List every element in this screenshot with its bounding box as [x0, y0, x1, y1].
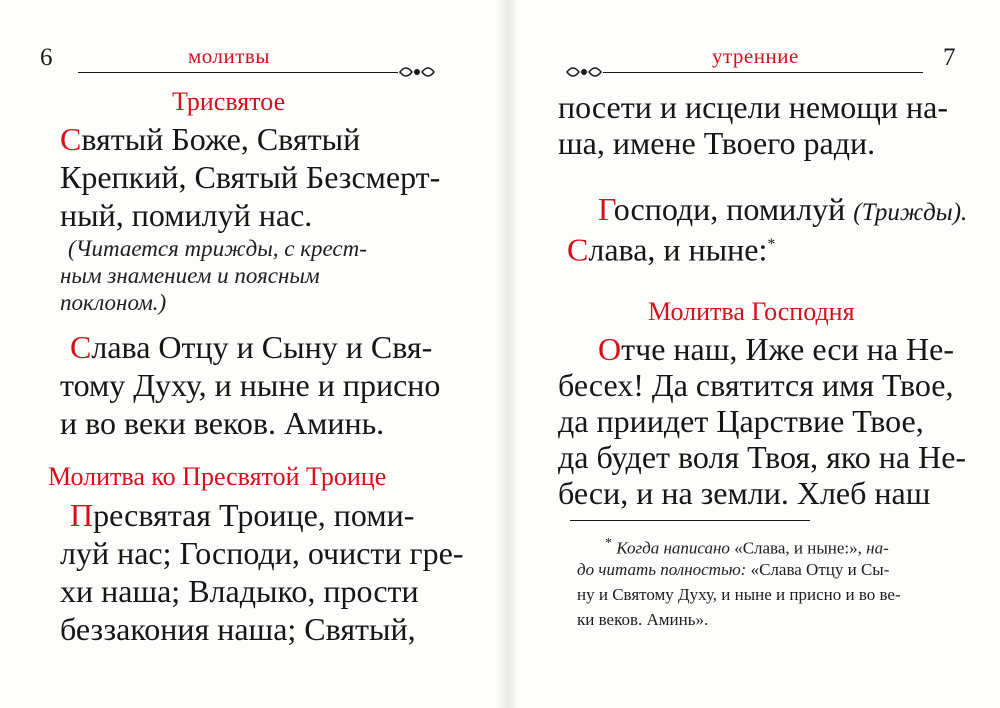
text-line: да будет воля Твоя, яко на Не-: [558, 439, 967, 475]
footnote-line: ки веков. Аминь».: [577, 610, 709, 629]
right-page: [515, 0, 1000, 708]
red-initial: С: [60, 121, 82, 157]
rubric-line: поклоном.): [60, 290, 167, 315]
red-initial: С: [567, 231, 589, 268]
text-line: Слава, и ныне:*: [567, 231, 776, 268]
section-heading-trinity: Молитва ко Пресвятой Троице: [48, 462, 387, 491]
text-line: Отче наш, Иже еси на Не-: [598, 331, 954, 367]
running-header: молитвы: [188, 44, 270, 68]
red-initial: О: [598, 331, 622, 367]
section-heading-lords-prayer: Молитва Господня: [648, 297, 855, 326]
section-heading-trisagion: Трисвятое: [172, 87, 286, 116]
text-line: беси, и на земли. Хлеб наш: [558, 475, 931, 511]
text-line: Слава Отцу и Сыну и Свя-: [70, 329, 433, 365]
text-line: Крепкий, Святый Безсмерт-: [60, 159, 441, 195]
footnote-mark: *: [767, 236, 776, 253]
text-line: да приидет Царствие Твое,: [558, 403, 924, 439]
text-line: тому Духу, и ныне и присно: [60, 367, 441, 403]
text-line: Пресвятая Троице, поми-: [70, 497, 415, 533]
ornament-icon: [565, 63, 603, 81]
red-initial: П: [70, 497, 94, 533]
text-line: и во веки веков. Аминь.: [60, 405, 385, 441]
red-initial: С: [70, 329, 92, 365]
header-rule: [603, 72, 923, 73]
text-line: луй нас; Господи, очисти гре-: [60, 535, 464, 571]
rubric-inline: (Трижды).: [853, 199, 968, 226]
ornament-icon: [398, 63, 436, 81]
header-rule: [78, 72, 398, 73]
text-line: посети и исцели немощи на-: [558, 89, 949, 125]
footnote-line: до читать полностью: «Слава Отцу и Сы-: [577, 560, 890, 579]
running-header: утренние: [712, 44, 799, 68]
text-line: Святый Боже, Святый: [60, 121, 361, 157]
text-line: ный, помилуй нас.: [60, 197, 313, 233]
footnote-line: ну и Святому Духу, и ныне и присно и во ве-: [577, 585, 901, 604]
rubric-line: (Читается трижды, с крест-: [68, 236, 367, 261]
text-line: бесех! Да святится имя Твое,: [558, 367, 954, 403]
text-line: ша, имене Твоего ради.: [558, 125, 876, 161]
rubric-line: ным знамением и поясным: [60, 263, 320, 288]
text-line: хи наша; Владыко, прости: [60, 573, 419, 609]
page-number: 6: [40, 44, 53, 71]
text-line: Господи, помилуй (Трижды).: [598, 191, 968, 227]
footnote-rule: [570, 520, 810, 521]
text-line: беззакония наша; Святый,: [60, 611, 416, 647]
red-initial: Г: [598, 191, 614, 227]
page-number: 7: [943, 44, 956, 71]
footnote-line: * Когда написано «Слава, и ныне:», на-: [605, 535, 889, 558]
